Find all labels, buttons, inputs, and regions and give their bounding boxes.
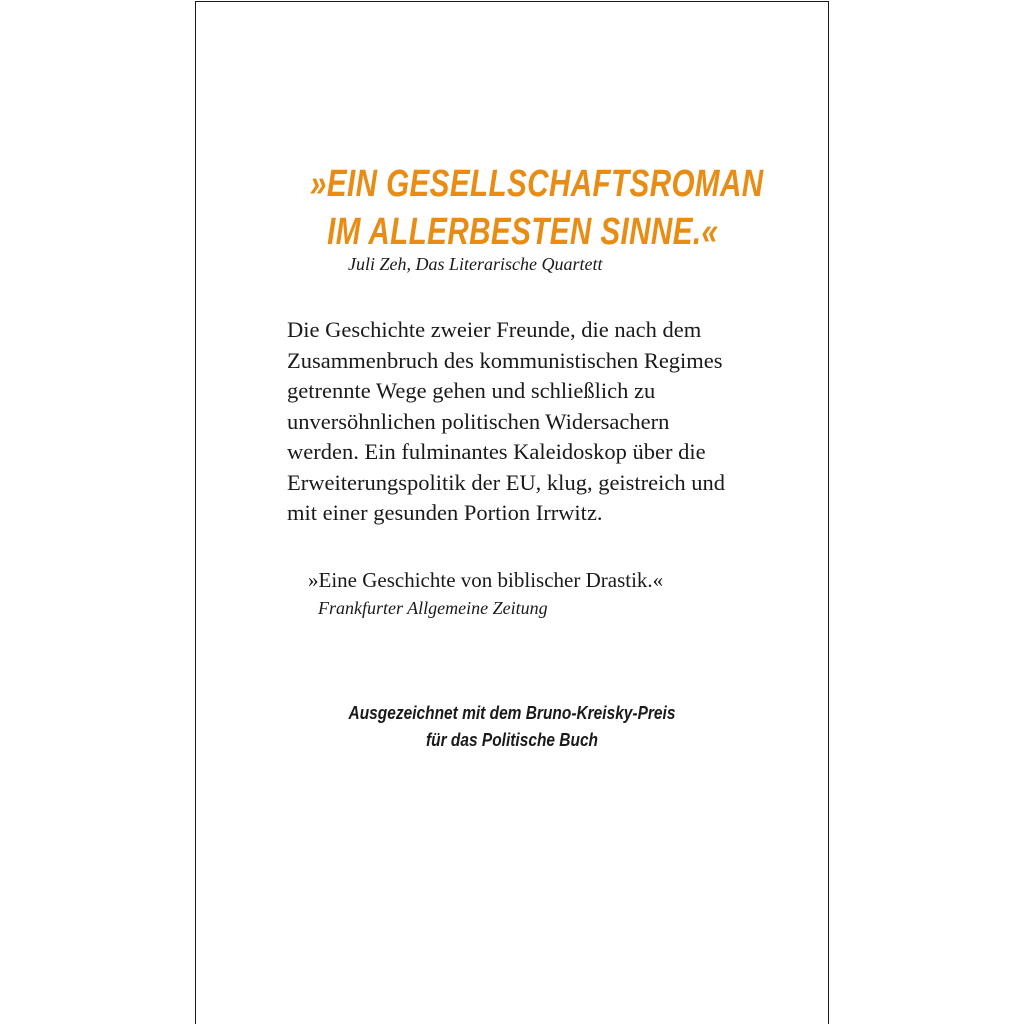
headline-line-1: »EIN GESELLSCHAFTSROMAN — [310, 163, 764, 205]
blurb-line: Zusammenbruch des kommunistischen Regimes — [287, 347, 723, 373]
blurb-line: Erweiterungspolitik der EU, klug, geistreich und — [287, 469, 726, 495]
award-note — [195, 700, 829, 754]
review-quote: »Eine Geschichte von biblischer Drastik.« — [308, 568, 664, 592]
blurb-paragraph — [287, 315, 807, 529]
blurb-line: Die Geschichte zweier Freunde, die nach dem — [287, 317, 702, 342]
headline-attribution: Juli Zeh, Das Literarische Quartett — [348, 254, 603, 274]
award-line-2: für das Politische Buch — [425, 730, 599, 750]
award-line-1: Ausgezeichnet mit dem Bruno-Kreisky-Preis — [348, 703, 676, 723]
blurb-line: mit einer gesunden Portion Irrwitz. — [287, 500, 603, 525]
blurb-line: werden. Ein fulminantes Kaleidoskop über die — [287, 439, 706, 464]
review-attribution: Frankfurter Allgemeine Zeitung — [318, 598, 548, 618]
headline-quote — [310, 160, 764, 256]
blurb-line: unversöhnlichen politischen Widersachern — [287, 408, 670, 434]
headline-line-2: IM ALLERBESTEN SINNE.« — [327, 211, 719, 253]
blurb-line: getrennte Wege gehen und schließlich zu — [287, 378, 656, 403]
